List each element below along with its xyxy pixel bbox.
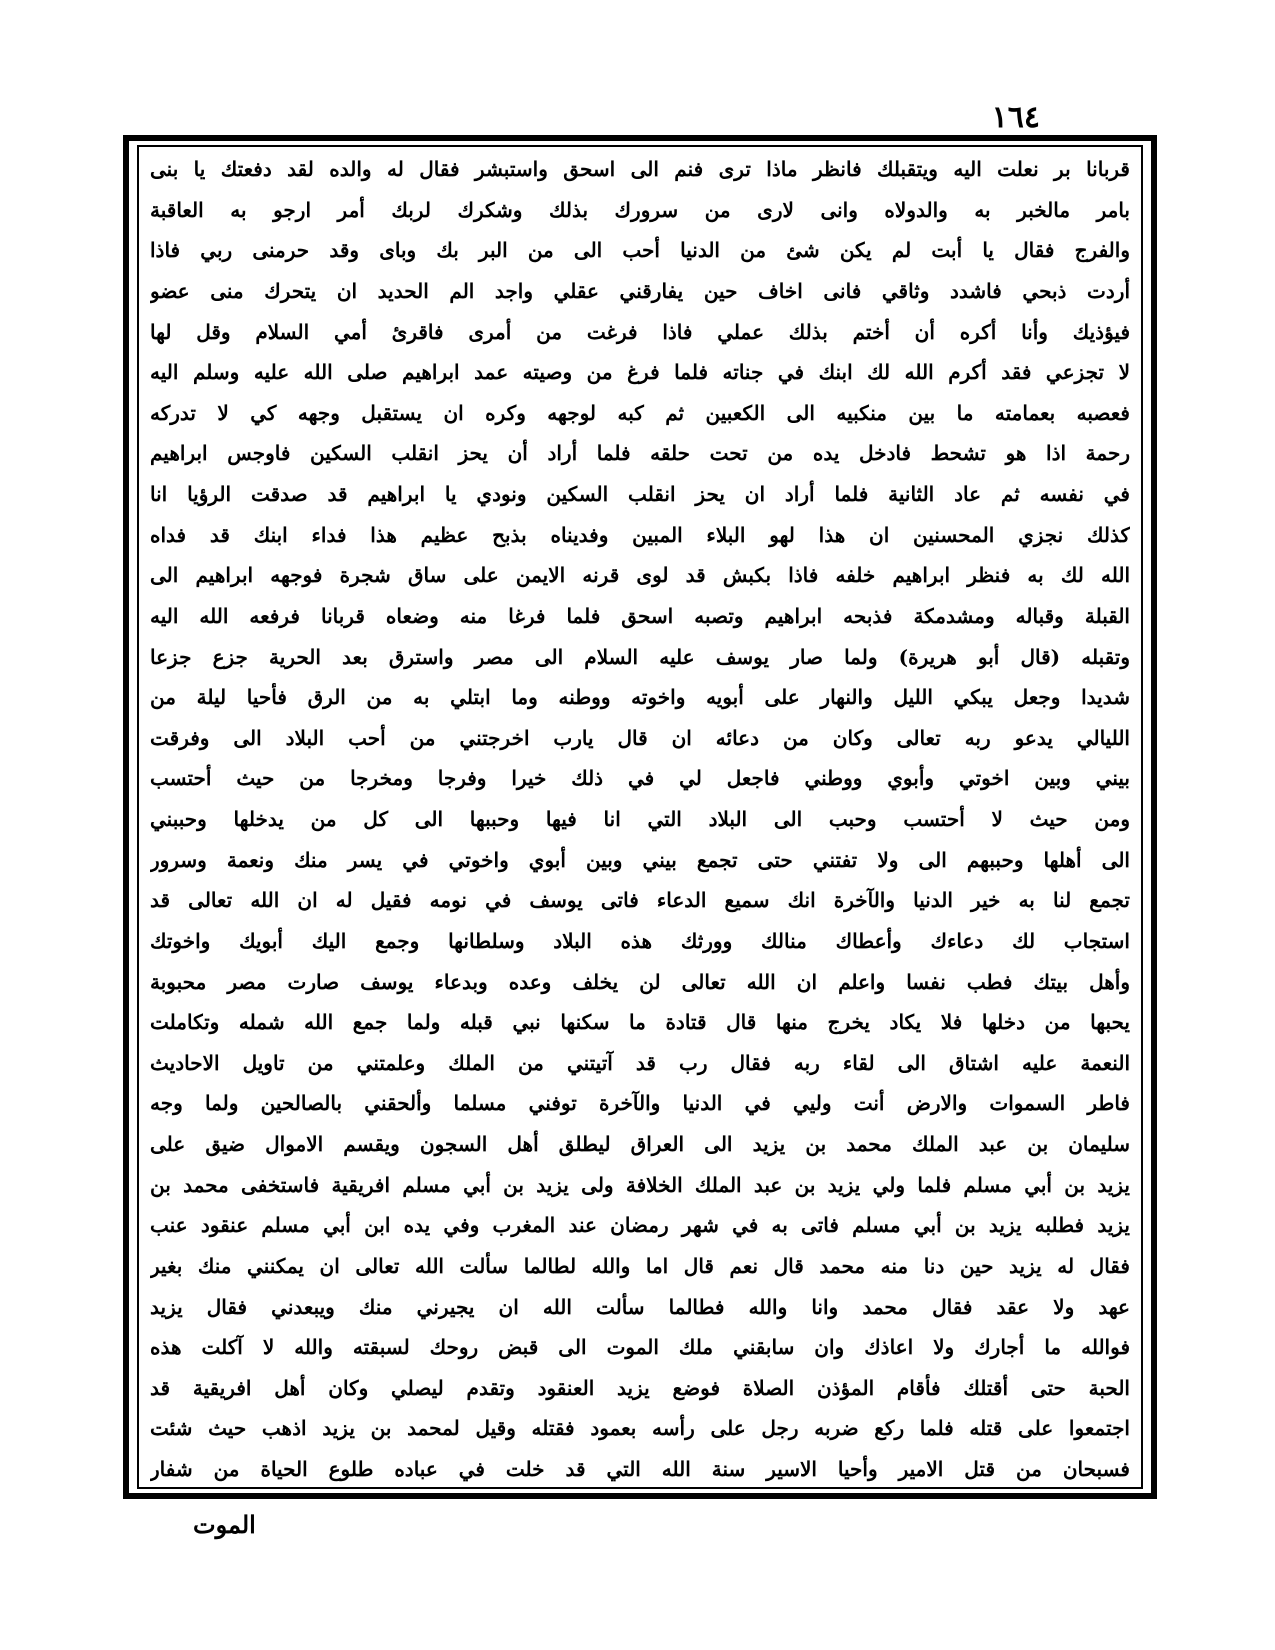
text-line: يزيد بن أبي مسلم فلما ولي يزيد بن عبد الملك الخلافة ولى يزيد بن أبي مسلم افريقية فاستخفى محمد بن (150, 1172, 1130, 1197)
text-line: النعمة عليه اشتاق الى لقاء ربه فقال رب قد آتيتني من الملك وعلمتني من تاويل الاحاديث (150, 1050, 1130, 1075)
text-line: شديدا وجعل يبكي الليل والنهار على أبويه واخوته ووطنه وما ابتلي به من الرق فأحيا ليلة من (150, 685, 1130, 710)
text-line: والفرج فقال يا أبت لم يكن شئ من الدنيا أحب الى من البر بك وباى وقد حرمنى ربي فاذا (150, 238, 1130, 263)
text-line: سليمان بن عبد الملك محمد بن يزيد الى العراق ليطلق أهل السجون ويقسم الاموال ضيق على (150, 1132, 1130, 1156)
text-line: الله لك به فنظر ابراهيم خلفه فاذا بكبش قد لوى قرنه الايمن على ساق شجرة فوجهه ابراهيم الى (150, 563, 1130, 588)
text-line: اجتمعوا على قتله فلما ركع ضربه رجل على رأسه بعمود فقتله وقيل لمحمد بن يزيد اذهب حيث شئت (150, 1416, 1130, 1441)
catchword: الموت (193, 1510, 256, 1539)
text-line: في نفسه ثم عاد الثانية فلما أراد ان يحز انقلب السكين ونودي يا ابراهيم قد صدقت الرؤيا انا (150, 482, 1130, 506)
text-line: فقال له يزيد حين دنا منه محمد قال نعم قال اما والله لطالما سألت الله تعالى ان يمكنني منك بغير (150, 1253, 1130, 1278)
text-line: يزيد فطلبه يزيد بن أبي مسلم فاتى به في شهر رمضان عند المغرب وفي يده ابن أبي مسلم عنقود عنب (150, 1213, 1130, 1238)
text-body (150, 155, 1130, 1485)
text-line: أردت ذبحي فاشدد وثاقي فانى اخاف حين يفارقني عقلي واجد الم الحديد ان يتحرك منى عضو (150, 278, 1130, 303)
text-line: الحبة حتى أقتلك فأقام المؤذن الصلاة فوضع يزيد العنقود وتقدم ليصلي وكان أهل افريقية قد (150, 1375, 1130, 1400)
text-line: تجمع لنا به خير الدنيا والآخرة انك سميع الدعاء فاتى يوسف في نومه فقيل له ان الله تعالى قد (150, 888, 1130, 913)
text-line: وأهل بيتك فطب نفسا واعلم ان الله تعالى لن يخلف وعده وبدعاء يوسف صارت مصر محبوبة (150, 969, 1130, 994)
text-line: الى أهلها وحببهم الى ولا تفتني حتى تجمع بيني وبين أبوي واخوتي في يسر منك ونعمة وسرور (150, 847, 1130, 872)
text-line: بامر مالخبر به والدولاه وانى لارى من سرورك بذلك وشكرك لربك أمر ارجو به العاقبة (150, 197, 1130, 222)
text-line: فاطر السموات والارض أنت وليي في الدنيا والآخرة توفني مسلما وألحقني بالصالحين ولما وجه (150, 1091, 1130, 1116)
text-line: رحمة اذا هو تشحط فادخل يده من تحت حلقه فلما أراد أن يحز انقلب السكين فاوجس ابراهيم (150, 441, 1130, 466)
text-line: يحبها من دخلها فلا يكاد يخرج منها قال قتادة ما سكنها نبي قبله ولما جمع الله شمله وتكاملت (150, 1010, 1130, 1035)
page-number: ١٦٤ (991, 100, 1040, 135)
text-line: عهد ولا عقد فقال محمد وانا والله فطالما سألت الله ان يجيرني منك ويبعدني فقال يزيد (150, 1294, 1130, 1319)
text-line: فعصبه بعمامته ما بين منكبيه الى الكعبين ثم كبه لوجهه وكره ان يستقبل وجهه كي لا تدركه (150, 400, 1130, 425)
text-line: الليالي يدعو ربه تعالى وكان من دعائه ان قال يارب اخرجتني من أحب البلاد الى وفرقت (150, 725, 1130, 750)
text-line: فوالله ما أجارك ولا اعاذك وان سابقني ملك الموت الى قبض روحك لسبقته والله لا آكلت هذه (150, 1335, 1130, 1360)
text-line: بيني وبين اخوتي وأبوي ووطني فاجعل لي في ذلك خيرا وفرجا ومخرجا من حيث أحتسب (150, 766, 1130, 791)
text-line: فيؤذيك وأنا أكره أن أختم بذلك عملي فاذا فرغت من أمرى فاقرئ أمي السلام وقل لها (150, 319, 1130, 344)
text-line: كذلك نجزي المحسنين ان هذا لهو البلاء المبين وفديناه بذبح عظيم هذا فداء ابنك قد فداه (150, 522, 1130, 547)
text-line: استجاب لك دعاءك وأعطاك منالك وورثك هذه البلاد وسلطانها وجمع اليك أبويك واخوتك (150, 928, 1130, 953)
text-line: فسبحان من قتل الامير وأحيا الاسير سنة الله التي قد خلت في عباده طلوع الحياة من شفار (150, 1457, 1130, 1481)
text-line: القبلة وقباله ومشدمكة فذبحه ابراهيم وتصبه اسحق فلما فرغا منه وضعاه قربانا فرفعه الله اليه (150, 603, 1130, 628)
text-line: قربانا بر نعلت اليه ويتقبلك فانظر ماذا ترى فنم الى اسحق واستبشر فقال له والده لقد دفعتك يا بنى (150, 157, 1130, 181)
text-line: ومن حيث لا أحتسب وحبب الى البلاد التي انا فيها وحببها الى كل من يدخلها وحببني (150, 807, 1130, 831)
text-line: وتقبله (قال أبو هريرة) ولما صار يوسف عليه السلام الى مصر واسترق بعد الحرية جزع جزعا (150, 644, 1130, 669)
text-line: لا تجزعي فقد أكرم الله لك ابنك في جناته فلما فرغ من وصيته عمد ابراهيم صلى الله عليه وسلم اليه (150, 360, 1130, 385)
